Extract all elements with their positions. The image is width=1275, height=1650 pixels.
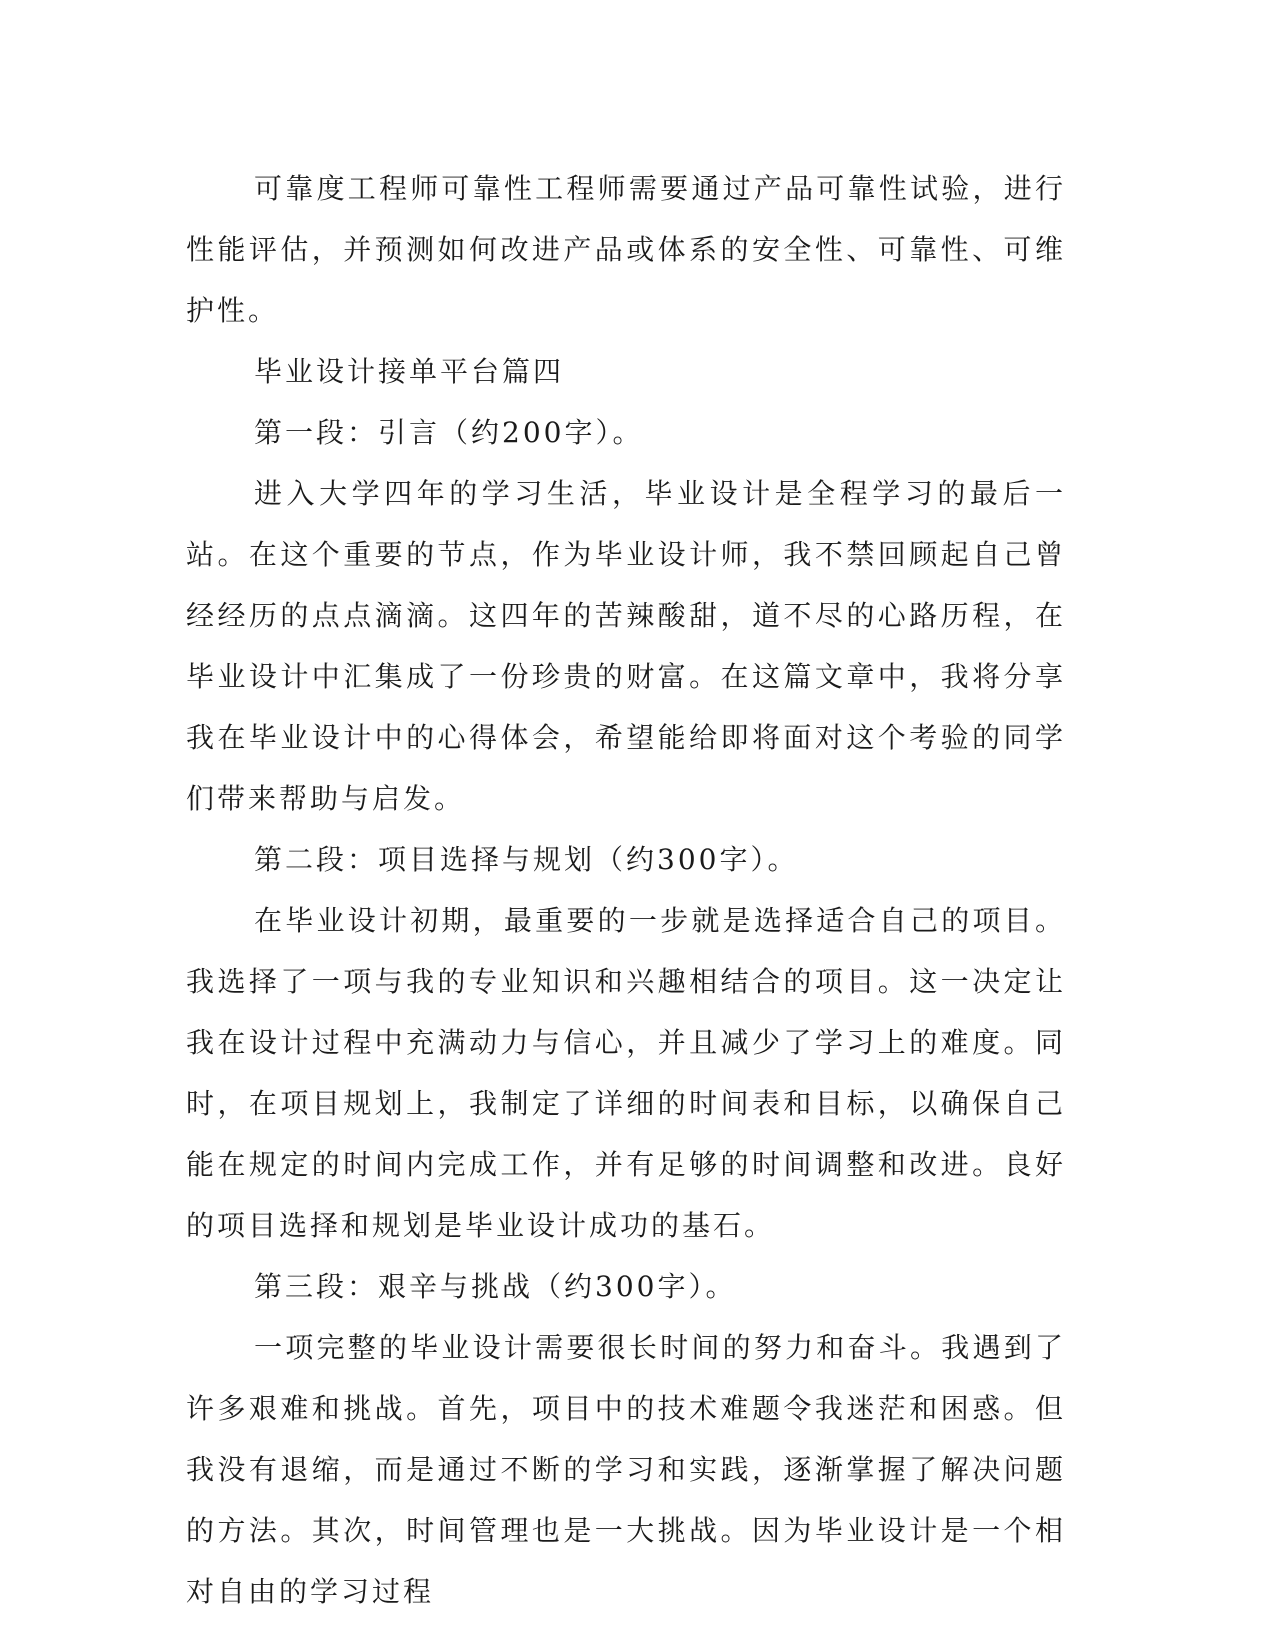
section-heading: 毕业设计接单平台篇四 — [254, 355, 565, 388]
subheading-project-selection: 第二段：项目选择与规划（约300字）。 — [254, 843, 799, 876]
paragraph-introduction: 进入大学四年的学习生活，毕业设计是全程学习的最后一站。在这个重要的节点，作为毕业设计师，我不禁回顾起自己曾经经历的点点滴滴。这四年的苦辣酸甜，道不尽的心路历程，在毕业设计中汇集成了一份珍贵的财富。在这篇文章中，我将分享我在毕业设计中的心得体会，希望能给即将面对这个考验的同学们带来帮助与启发。 — [186, 477, 1066, 815]
paragraph-hardship-challenge: 一项完整的毕业设计需要很长时间的努力和奋斗。我遇到了许多艰难和挑战。首先，项目中的技术难题令我迷茫和困惑。但我没有退缩，而是通过不断的学习和实践，逐渐掌握了解决问题的方法。其次，时间管理也是一大挑战。因为毕业设计是一个相对自由的学习过程 — [186, 1331, 1066, 1608]
document-body — [186, 158, 1066, 1622]
subheading-introduction: 第一段：引言（约200字）。 — [254, 416, 644, 449]
paragraph-reliability-engineer: 可靠度工程师可靠性工程师需要通过产品可靠性试验，进行性能评估，并预测如何改进产品或体系的安全性、可靠性、可维护性。 — [186, 172, 1066, 327]
paragraph-project-selection: 在毕业设计初期，最重要的一步就是选择适合自己的项目。我选择了一项与我的专业知识和兴趣相结合的项目。这一决定让我在设计过程中充满动力与信心，并且减少了学习上的难度。同时，在项目规划上，我制定了详细的时间表和目标，以确保自己能在规定的时间内完成工作，并有足够的时间调整和改进。良好的项目选择和规划是毕业设计成功的基石。 — [186, 904, 1066, 1242]
subheading-hardship-challenge: 第三段：艰辛与挑战（约300字）。 — [254, 1270, 737, 1303]
